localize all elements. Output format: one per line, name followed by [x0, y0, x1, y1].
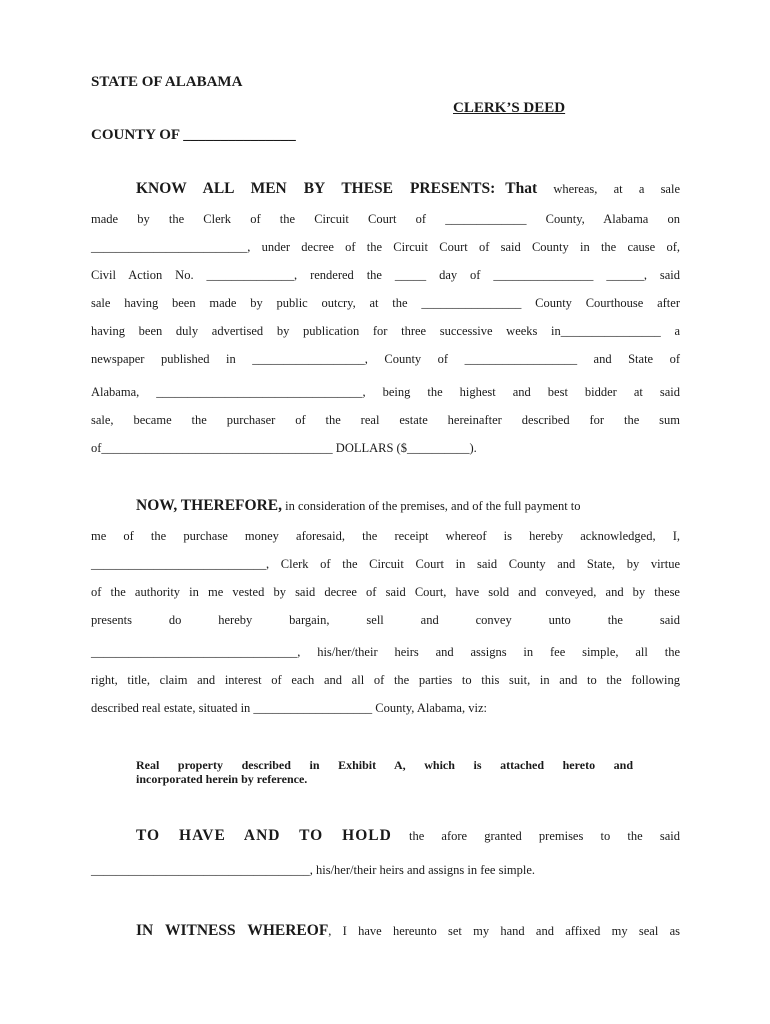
p1-line-2: made by the Clerk of the Circuit Court of _____________ County, Alabama on — [91, 212, 680, 226]
p1-line-6: having been duly advertised by publication for three successive weeks in________________ a — [91, 324, 680, 338]
state-heading: STATE OF ALABAMA — [91, 74, 243, 90]
p2-line-8: described real estate, situated in ___________________ County, Alabama, viz: — [91, 701, 487, 715]
p3-line-1 — [91, 828, 680, 844]
p2-line-4: of the authority in me vested by said decree of said Court, have sold and conveyed, and by these — [91, 585, 680, 599]
p2-line-7: right, title, claim and interest of each and all of the parties to this suit, in and to the following — [91, 673, 680, 687]
p1-lead: KNOW ALL MEN BY THESE PRESENTS: — [136, 180, 496, 197]
p1-line-8: Alabama, _________________________________, being the highest and best bidder at said — [91, 385, 680, 399]
p1-line-10: of_____________________________________ DOLLARS ($__________). — [91, 441, 477, 455]
p3-lead: TO HAVE AND TO HOLD — [136, 827, 392, 844]
p1-line-4: Civil Action No. ______________, rendered the _____ day of ________________ ______, said — [91, 268, 680, 282]
p3-line-2: ___________________________________, his/her/their heirs and assigns in fee simple. — [91, 863, 536, 877]
exhibit-line-1: Real property described in Exhibit A, which is attached hereto and — [136, 758, 633, 772]
p4-line-1 — [91, 923, 680, 939]
p1-line-7: newspaper published in __________________, County of __________________ and State of — [91, 352, 680, 366]
p1-line-9: sale, became the purchaser of the real estate hereinafter described for the sum — [91, 413, 680, 427]
p2-line-2: me of the purchase money aforesaid, the receipt whereof is hereby acknowledged, I, — [91, 529, 680, 543]
p3-line-1-text: the afore granted premises to the said — [391, 829, 680, 843]
p1-line-1-text: whereas, at a sale — [537, 182, 680, 196]
county-heading: COUNTY OF _______________ — [91, 127, 296, 143]
p2-line-5: presents do hereby bargain, sell and convey unto the said — [91, 613, 680, 627]
p1-lead-that: That — [505, 180, 538, 197]
p2-line-1 — [91, 498, 680, 514]
p1-line-5: sale having been made by public outcry, at the ________________ County Courthouse after — [91, 296, 680, 310]
document-title: CLERK’S DEED — [453, 100, 566, 116]
p4-line-1-text: , I have hereunto set my hand and affixed my seal as — [328, 924, 680, 938]
p4-lead: IN WITNESS WHEREOF — [136, 922, 329, 939]
p2-line-1-text: in consideration of the premises, and of the full payment to — [282, 499, 581, 513]
p2-lead: NOW, THEREFORE, — [136, 497, 282, 514]
p1-line-3: _________________________, under decree of the Circuit Court of said County in the cause of, — [91, 240, 680, 254]
exhibit-line-2: incorporated herein by reference. — [136, 772, 308, 786]
p2-line-3: ____________________________, Clerk of the Circuit Court in said County and State, by virtue — [91, 557, 680, 571]
p1-line-1 — [91, 181, 680, 197]
p2-line-6: _________________________________, his/her/their heirs and assigns in fee simple, all the — [91, 645, 680, 659]
